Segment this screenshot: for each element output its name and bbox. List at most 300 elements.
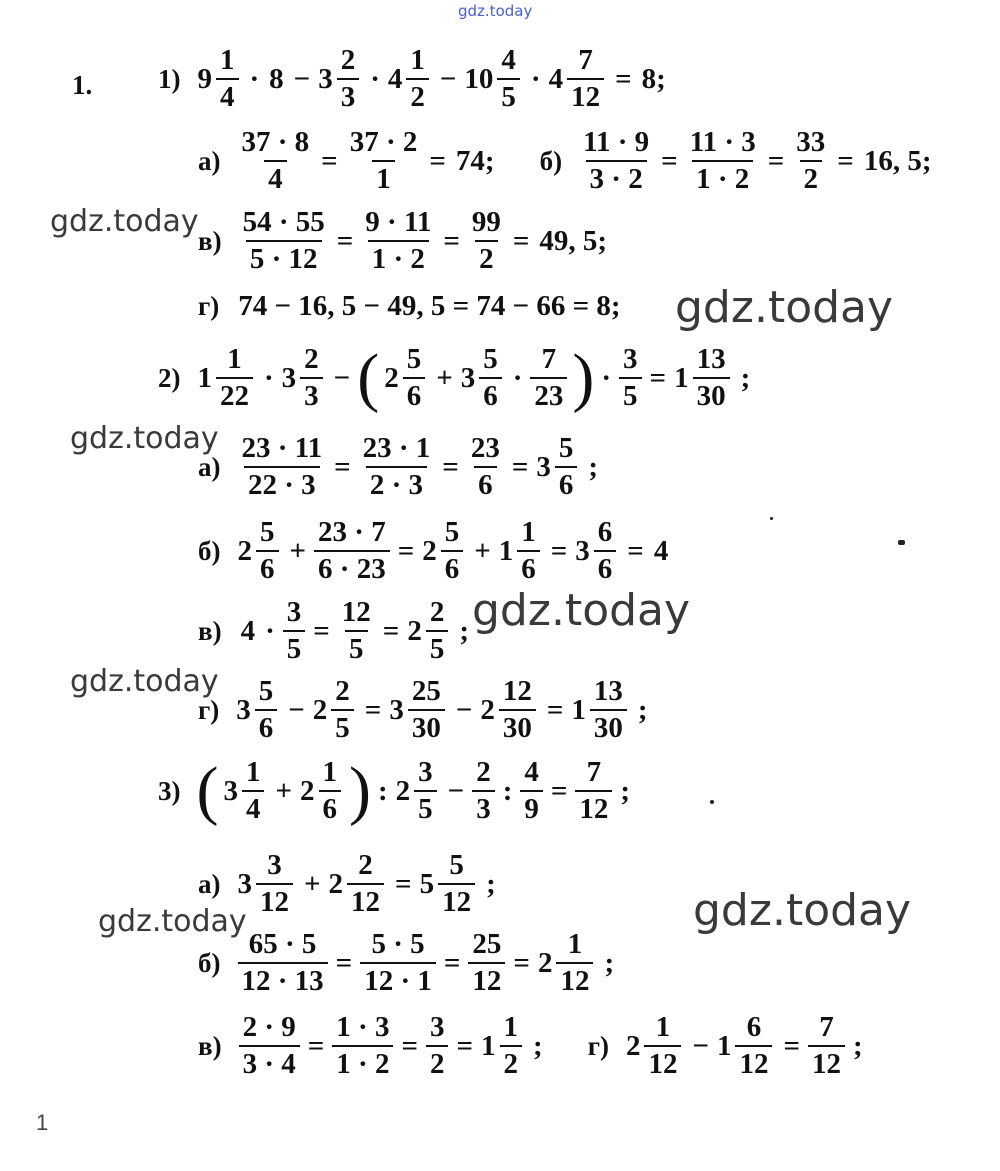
denominator: 6 [441, 550, 464, 584]
item-label: 2) [158, 362, 181, 393]
whole-part: 4 [387, 62, 403, 95]
watermark: gdz.today [70, 664, 219, 699]
math-symbol: = [512, 224, 530, 257]
mixed-number [536, 434, 580, 500]
mixed-number [236, 677, 280, 743]
fraction [359, 434, 435, 500]
numerator: 2 [358, 849, 373, 881]
whole-part: 2 [312, 693, 328, 726]
whole-part: 3 [389, 693, 404, 726]
math-symbol: = [397, 534, 415, 567]
numerator: 13 [593, 675, 623, 707]
denominator: 12 [735, 1045, 772, 1079]
whole-part: 10 [464, 62, 494, 95]
denominator: 2 [500, 1045, 523, 1079]
bracket: ( [196, 754, 219, 827]
whole-part: 9 [197, 62, 212, 95]
denominator: 6 · 23 [314, 550, 390, 584]
expression-line [198, 128, 937, 194]
expression-line [198, 292, 626, 321]
denominator: 5 [283, 630, 306, 664]
denominator: 12 [644, 1045, 681, 1079]
denominator: 1 · 2 [368, 240, 429, 274]
fraction [331, 677, 354, 743]
mixed-number [674, 345, 733, 411]
watermark: gdz.today [675, 282, 894, 333]
math-symbol: · [265, 614, 275, 647]
denominator: 30 [693, 377, 730, 411]
denominator: 12 [567, 78, 604, 112]
math-symbol: ; [740, 361, 751, 394]
fraction [619, 345, 642, 411]
math-symbol: · [249, 62, 260, 95]
math-symbol: ; [620, 774, 631, 807]
fraction [520, 758, 543, 824]
denominator: 9 [520, 790, 543, 824]
denominator: 23 [530, 377, 567, 411]
math-symbol: ; [459, 614, 469, 647]
expression-line [158, 754, 635, 827]
fraction [338, 598, 375, 664]
mixed-number [223, 758, 267, 824]
math-symbol: + [289, 534, 307, 567]
math-symbol: = [767, 144, 785, 177]
expression-line [198, 1013, 868, 1079]
fraction [594, 518, 617, 584]
numerator: 5 [558, 432, 574, 464]
numerator: 5 · 5 [371, 928, 425, 960]
mixed-number [717, 1013, 776, 1079]
numerator: 2 [429, 596, 445, 628]
whole-part: 2 [384, 361, 399, 394]
math-symbol: = [837, 144, 854, 177]
denominator: 2 · 3 [366, 466, 427, 500]
numerator: 7 [586, 756, 602, 788]
math-symbol: = [550, 534, 568, 567]
numerator: 23 · 1 [362, 432, 431, 464]
mixed-number [282, 345, 326, 411]
bracket: ( [357, 341, 380, 414]
whole-part: 5 [419, 867, 435, 900]
denominator: 2 [475, 240, 498, 274]
numerator: 1 [220, 44, 235, 76]
denominator: 6 [517, 550, 540, 584]
watermark: gdz.today [472, 585, 691, 636]
denominator: 6 [255, 709, 278, 743]
whole-part: 2 [237, 534, 252, 567]
item-label: г) [587, 1030, 609, 1061]
fraction [579, 128, 653, 194]
denominator: 30 [408, 709, 445, 743]
denominator: 6 [403, 377, 426, 411]
math-symbol: = [443, 946, 461, 979]
denominator: 12 [468, 962, 505, 996]
fraction [530, 345, 567, 411]
whole-part: 3 [575, 534, 590, 567]
math-symbol: · [512, 361, 523, 394]
math-symbol: − [455, 693, 473, 726]
denominator: 5 · 12 [246, 240, 322, 274]
math-symbol: = [627, 534, 644, 567]
fraction [497, 46, 520, 112]
numerator: 1 [245, 756, 261, 788]
denominator: 6 [479, 377, 502, 411]
math-symbol: + [275, 774, 293, 807]
fraction [319, 758, 342, 824]
mixed-number [480, 677, 539, 743]
fraction [337, 46, 360, 112]
numerator: 3 [286, 596, 302, 628]
denominator: 6 [474, 466, 497, 500]
mixed-number [300, 758, 344, 824]
fraction [426, 1013, 449, 1079]
fraction [556, 930, 593, 996]
math-symbol: · [601, 361, 612, 394]
item-label: 3) [158, 775, 181, 806]
page-number: 1 [36, 1110, 49, 1135]
mixed-number [318, 46, 362, 112]
numerator: 11 · 9 [583, 126, 650, 158]
mixed-number [388, 46, 432, 112]
fraction [406, 46, 429, 112]
numerator: 2 [476, 756, 491, 788]
math-symbol: = [513, 946, 530, 979]
expression-line [158, 341, 755, 414]
fraction [644, 1013, 681, 1079]
fraction [360, 930, 436, 996]
fraction [256, 851, 293, 917]
math-symbol: = [443, 224, 460, 257]
math-symbol: · [530, 62, 541, 95]
math-symbol: 8; [641, 62, 666, 95]
numerator: 12 [341, 596, 371, 628]
numerator: 4 [501, 44, 516, 76]
math-symbol: = [334, 450, 351, 483]
denominator: 5 [497, 78, 520, 112]
fraction [283, 598, 306, 664]
numerator: 3 [623, 343, 638, 375]
numerator: 3 [267, 849, 282, 881]
mixed-number [407, 598, 451, 664]
numerator: 37 · 2 [349, 126, 418, 158]
denominator: 12 · 13 [238, 962, 328, 996]
fraction [472, 758, 495, 824]
numerator: 23 [470, 432, 500, 464]
fraction [468, 930, 505, 996]
denominator: 5 [414, 790, 437, 824]
numerator: 1 [521, 516, 536, 548]
item-label: в) [198, 1030, 222, 1061]
math-symbol: = [335, 946, 353, 979]
math-symbol: 8 [269, 62, 284, 95]
numerator: 2 [340, 44, 356, 76]
fraction [347, 851, 384, 917]
fraction [256, 518, 279, 584]
math-symbol: + [436, 361, 453, 394]
math-symbol: = [307, 1029, 325, 1062]
whole-part: 3 [281, 361, 297, 394]
numerator: 4 [524, 756, 539, 788]
fraction [216, 345, 253, 411]
denominator: 12 · 1 [360, 962, 436, 996]
math-symbol: − [333, 361, 351, 394]
watermark: gdz.today [50, 204, 199, 239]
item-label: г) [198, 694, 220, 725]
mixed-number [198, 345, 257, 411]
math-symbol: 49, 5; [539, 224, 608, 257]
fraction [408, 677, 445, 743]
math-symbol: = [401, 1029, 418, 1062]
math-symbol: = [546, 693, 564, 726]
mixed-number [461, 345, 505, 411]
mixed-number [420, 851, 479, 917]
whole-part: 2 [480, 693, 495, 726]
bracket: ) [572, 341, 595, 414]
denominator: 1 [372, 160, 395, 194]
expression-line [198, 208, 612, 274]
expression-line [198, 677, 653, 743]
math-symbol: ; [637, 693, 648, 726]
expression-line [198, 930, 619, 996]
fraction [468, 208, 505, 274]
expression-line [158, 46, 671, 112]
expression-line [198, 434, 603, 500]
item-label: а) [198, 451, 221, 482]
denominator: 6 [594, 550, 617, 584]
fraction [808, 1013, 845, 1079]
math-symbol: : [378, 774, 388, 807]
math-symbol: = [382, 614, 400, 647]
mixed-number [538, 930, 597, 996]
whole-part: 1 [716, 1029, 732, 1062]
math-symbol: − [439, 62, 457, 95]
whole-part: 2 [407, 614, 422, 647]
fraction [361, 208, 435, 274]
denominator: 6 [555, 466, 578, 500]
whole-part: 3 [536, 450, 551, 483]
fraction [238, 128, 314, 194]
math-symbol: = [321, 144, 338, 177]
watermark: gdz.today [70, 421, 219, 456]
math-symbol: · [264, 361, 274, 394]
numerator: 2 [304, 343, 319, 375]
denominator: 30 [590, 709, 627, 743]
denominator: 1 · 2 [332, 1045, 393, 1079]
math-symbol: = [661, 144, 678, 177]
whole-part: 2 [300, 774, 315, 807]
fraction [255, 677, 278, 743]
denominator: 5 [619, 377, 642, 411]
numerator: 1 [322, 756, 338, 788]
numerator: 2 [335, 675, 350, 707]
whole-part: 3 [236, 693, 251, 726]
whole-part: 1 [498, 534, 514, 567]
fraction [239, 1013, 300, 1079]
item-label: б) [198, 535, 221, 566]
denominator: 3 [300, 377, 323, 411]
math-symbol: = [442, 450, 459, 483]
fraction [590, 677, 627, 743]
numerator: 25 [472, 928, 502, 960]
mixed-number [396, 758, 440, 824]
item-label: б) [539, 145, 563, 176]
denominator: 5 [426, 630, 449, 664]
mixed-number [389, 677, 448, 743]
mixed-number [626, 1013, 685, 1079]
fraction [555, 434, 578, 500]
numerator: 1 [567, 928, 583, 960]
numerator: 33 [796, 126, 826, 158]
fraction [500, 1013, 523, 1079]
numerator: 37 · 8 [241, 126, 310, 158]
fraction [414, 758, 437, 824]
denominator: 3 [337, 78, 360, 112]
mixed-number [481, 1013, 525, 1079]
denominator: 12 [438, 883, 475, 917]
mixed-number [499, 518, 543, 584]
fraction [300, 345, 323, 411]
mixed-number [313, 677, 357, 743]
math-symbol: ; [604, 946, 615, 979]
fraction [332, 1013, 393, 1079]
math-symbol: = [511, 450, 529, 483]
numerator: 99 [471, 206, 501, 238]
fraction [467, 434, 504, 500]
numerator: 11 · 3 [689, 126, 756, 158]
mixed-number [571, 677, 630, 743]
mixed-number [575, 518, 619, 584]
speck [770, 517, 773, 520]
denominator: 5 [331, 709, 354, 743]
math-symbol: = [313, 614, 330, 647]
denominator: 3 [472, 790, 495, 824]
speck [710, 800, 714, 804]
math-symbol: = [336, 224, 354, 257]
fraction [438, 851, 475, 917]
numerator: 5 [449, 849, 464, 881]
numerator: 6 [746, 1011, 762, 1043]
numerator: 3 [429, 1011, 445, 1043]
math-symbol: + [474, 534, 491, 567]
math-symbol: ; [533, 1029, 543, 1062]
whole-part: 3 [223, 774, 238, 807]
math-symbol: = [615, 62, 632, 95]
numerator: 7 [578, 44, 593, 76]
mixed-number [422, 518, 466, 584]
item-label: б) [198, 947, 221, 978]
denominator: 6 [256, 550, 279, 584]
site-watermark-top: gdz.today [458, 2, 533, 20]
fraction [314, 518, 390, 584]
math-symbol: + [304, 867, 321, 900]
numerator: 23 · 7 [318, 516, 386, 548]
whole-part: 4 [548, 62, 564, 95]
denominator: 1 · 2 [692, 160, 753, 194]
math-symbol: − [288, 693, 305, 726]
denominator: 22 [216, 377, 253, 411]
speck [898, 540, 905, 545]
fraction [479, 345, 502, 411]
math-symbol: 16, 5; [863, 144, 932, 177]
numerator: 7 [541, 343, 557, 375]
math-symbol: : [502, 774, 513, 807]
fraction [426, 598, 449, 664]
numerator: 5 [444, 516, 460, 548]
numerator: 23 · 11 [241, 432, 323, 464]
mixed-number [549, 46, 608, 112]
numerator: 13 [696, 343, 726, 375]
numerator: 54 · 55 [242, 206, 325, 238]
mixed-number [464, 46, 523, 112]
math-symbol: ; [486, 867, 496, 900]
math-symbol: = [649, 361, 667, 394]
denominator: 22 · 3 [244, 466, 320, 500]
math-symbol: − [447, 774, 465, 807]
item-label: 1) [158, 63, 181, 94]
mixed-number [198, 46, 242, 112]
fraction [238, 930, 328, 996]
numerator: 2 · 9 [242, 1011, 296, 1043]
denominator: 2 [406, 78, 429, 112]
numerator: 9 · 11 [365, 206, 432, 238]
denominator: 2 [426, 1045, 449, 1079]
whole-part: 1 [197, 361, 212, 394]
fraction [693, 345, 730, 411]
denominator: 12 [347, 883, 384, 917]
math-symbol: 4 [240, 614, 256, 647]
item-label: в) [198, 225, 222, 256]
whole-part: 3 [237, 867, 252, 900]
numerator: 5 [406, 343, 422, 375]
mixed-number [238, 518, 282, 584]
item-label: в) [198, 615, 222, 646]
mixed-number [329, 851, 388, 917]
math-symbol: = [550, 774, 568, 807]
fraction [242, 758, 265, 824]
numerator: 5 [483, 343, 498, 375]
watermark: gdz.today [98, 904, 247, 939]
denominator: 30 [499, 709, 536, 743]
whole-part: 1 [571, 693, 586, 726]
numerator: 1 [227, 343, 242, 375]
whole-part: 1 [481, 1029, 496, 1062]
expression-line [198, 598, 474, 664]
math-symbol: · [370, 62, 380, 95]
numerator: 1 [410, 44, 425, 76]
fraction [575, 758, 612, 824]
fraction [686, 128, 760, 194]
math-symbol: 74 − 16, 5 − 49, 5 = 74 − 66 = 8; [238, 290, 621, 322]
math-symbol: ; [853, 1029, 863, 1062]
numerator: 6 [597, 516, 613, 548]
mixed-number [384, 345, 428, 411]
numerator: 12 [502, 675, 532, 707]
whole-part: 2 [328, 867, 344, 900]
numerator: 3 [418, 756, 433, 788]
fraction [792, 128, 829, 194]
fraction [517, 518, 540, 584]
math-symbol: = [364, 693, 382, 726]
numerator: 25 [411, 675, 441, 707]
math-symbol: = [395, 867, 412, 900]
denominator: 6 [319, 790, 342, 824]
fraction [499, 677, 536, 743]
denominator: 12 [575, 790, 612, 824]
fraction [567, 46, 604, 112]
whole-part: 3 [318, 62, 333, 95]
expression-line [198, 518, 673, 584]
numerator: 5 [260, 516, 275, 548]
